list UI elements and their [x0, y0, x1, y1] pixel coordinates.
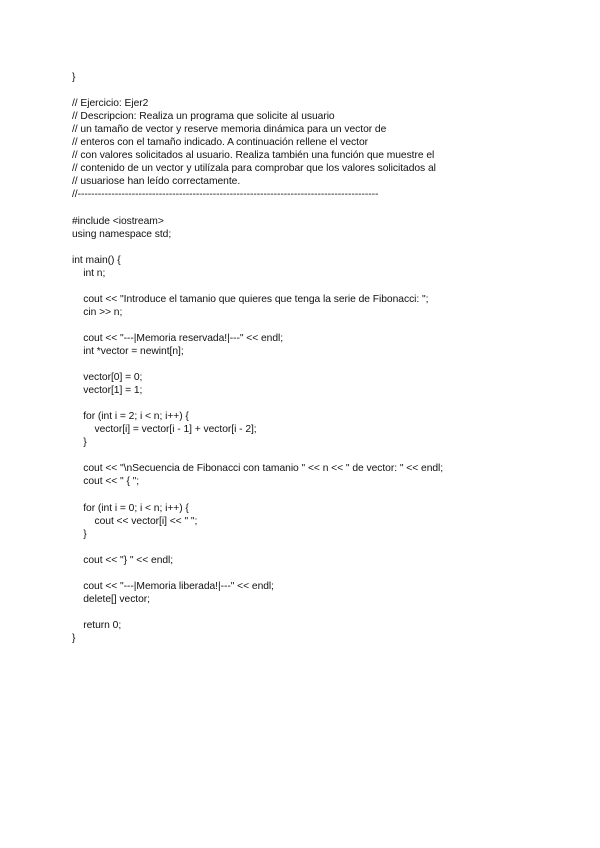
code-line [72, 567, 572, 580]
code-line: } [72, 633, 76, 645]
code-line [72, 449, 572, 462]
code-line: int *vector = newint[n]; [72, 345, 184, 357]
code-line: vector[i] = vector[i - 1] + vector[i - 2]; [72, 424, 257, 436]
code-line: for (int i = 0; i < n; i++) { [72, 502, 189, 514]
code-line [72, 280, 572, 293]
code-line [72, 489, 572, 502]
code-line: vector[0] = 0; [72, 372, 143, 384]
code-line: cout << "\nSecuencia de Fibonacci con tamanio " << n << " de vector: " << endl; [72, 463, 444, 475]
code-line: cout << " { "; [72, 476, 140, 488]
code-line: // con valores solicitados al usuario. Realiza también una función que muestre el [72, 150, 435, 162]
code-line: // un tamaño de vector y reserve memoria dinámica para un vector de [72, 124, 387, 136]
code-line [72, 397, 572, 410]
code-line [72, 201, 572, 214]
code-line: cout << "---|Memoria reservada!|---" << endl; [72, 332, 284, 344]
code-line: // enteros con el tamaño indicado. A continuación rellene el vector [72, 137, 369, 149]
code-line: vector[1] = 1; [72, 385, 143, 397]
code-line [72, 84, 572, 97]
code-line: // Descripcion: Realiza un programa que solicite al usuario [72, 111, 335, 123]
code-line [72, 541, 572, 554]
code-line: using namespace std; [72, 228, 172, 240]
code-line: } [72, 437, 87, 449]
code-line: // usuariose han leído correctamente. [72, 176, 241, 188]
code-line: cout << "} " << endl; [72, 554, 174, 566]
code-line: } [72, 528, 87, 540]
code-line: cout << "---|Memoria liberada!|---" << endl; [72, 580, 274, 592]
code-line: int n; [72, 267, 106, 279]
code-line: int main() { [72, 254, 121, 266]
code-line: return 0; [72, 619, 122, 631]
code-line [72, 319, 572, 332]
code-listing [72, 71, 572, 645]
code-line: //----------------------------------------------------------------------------------------- [72, 189, 379, 201]
code-line: } [72, 72, 76, 83]
code-line: cout << "Introduce el tamanio que quieres que tenga la serie de Fibonacci: "; [72, 293, 429, 305]
code-line: // Ejercicio: Ejer2 [72, 98, 149, 110]
code-line: #include <iostream> [72, 215, 164, 227]
code-line [72, 358, 572, 371]
code-line: for (int i = 2; i < n; i++) { [72, 411, 189, 423]
code-line [72, 241, 572, 254]
code-line [72, 606, 572, 619]
code-line: delete[] vector; [72, 593, 150, 605]
code-line: cin >> n; [72, 306, 123, 318]
code-line: // contenido de un vector y utilízala para comprobar que los valores solicitados al [72, 163, 436, 175]
code-line: cout << vector[i] << " "; [72, 515, 198, 527]
